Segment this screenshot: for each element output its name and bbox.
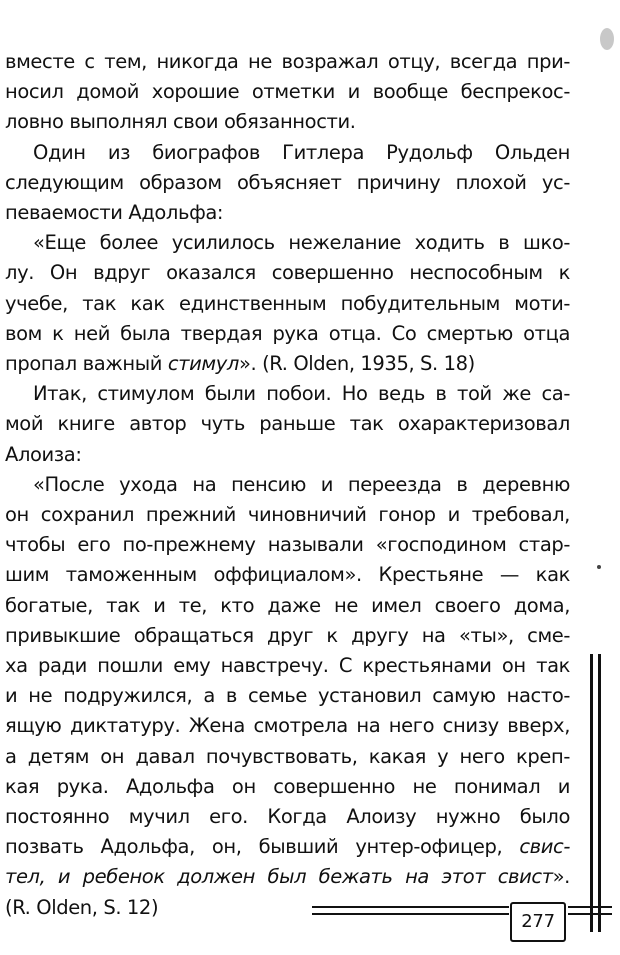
decorative-vertical-rule (590, 654, 593, 932)
text-line (5, 198, 570, 228)
text-segment: вместе с тем, никогда не возражал отцу, всегда при- (5, 50, 570, 73)
decorative-vertical-rule (598, 654, 601, 932)
text-line (5, 681, 570, 711)
text-line (5, 77, 570, 107)
text-line (5, 742, 570, 772)
text-line (5, 470, 570, 500)
text-segment: следующим образом объясняет причину плохой ус- (5, 170, 570, 194)
text-line (5, 107, 570, 137)
text-line (5, 319, 570, 349)
text-line (5, 621, 570, 651)
scan-speck (597, 565, 601, 569)
text-segment: шим таможенным оффициалом». Крестьяне — как (5, 563, 570, 587)
decorative-horizontal-rule (568, 913, 612, 915)
text-line (5, 772, 570, 802)
text-segment: «После ухода на пенсию и переезда в деревню (33, 472, 570, 496)
text-segment: постоянно мучил его. Когда Алоизу нужно было (5, 805, 570, 829)
text-segment: Итак, стимулом были побои. Но ведь в той же са- (33, 382, 570, 406)
text-segment: позвать Адольфа, он, бывший унтер-офицер, (5, 835, 503, 859)
text-segment: (R. Olden, S. 12) (5, 895, 159, 919)
text-segment: чтобы его по-прежнему называли «господином стар- (5, 533, 570, 557)
text-segment: мой книге автор чуть раньше так охарактеризовал (5, 412, 570, 436)
italic-text-segment: стимул (167, 352, 239, 376)
text-line (5, 711, 570, 741)
text-segment: кая рука. Адольфа он совершенно не понимал и (5, 774, 570, 798)
text-segment: учебе, так как единственным побудительным моти- (5, 291, 570, 315)
text-segment: Один из биографов Гитлера Рудольф Ольден (33, 140, 570, 164)
text-line (5, 138, 570, 168)
text-line (5, 168, 570, 198)
text-line (5, 591, 570, 621)
scan-smudge (600, 28, 614, 50)
text-segment: ловно выполнял свои обязанности. (5, 110, 356, 134)
text-line (5, 289, 570, 319)
text-line (5, 530, 570, 560)
text-segment: привыкшие обращаться друг к другу на «ты», сме- (5, 623, 570, 647)
decorative-horizontal-rule (312, 913, 509, 915)
text-line (5, 409, 570, 439)
text-line (5, 802, 570, 832)
text-segment: ящую диктатуру. Жена смотрела на него снизу вверх, (5, 714, 570, 738)
text-line (5, 862, 570, 892)
text-segment: Алоиза: (5, 442, 82, 466)
text-line (5, 500, 570, 530)
text-segment: певаемости Адольфа: (5, 201, 224, 225)
text-segment: и не подружился, а в семье установил самую насто- (5, 684, 570, 708)
text-segment: носил домой хорошие отметки и вообще беспрекос- (5, 80, 570, 104)
text-line (5, 47, 570, 77)
text-segment: лу. Он вдруг оказался совершенно неспособным к (5, 261, 570, 285)
text-line (5, 651, 570, 681)
text-line (5, 228, 570, 258)
page-number: 277 (510, 902, 566, 942)
text-line (5, 440, 570, 470)
text-segment: ха ради пошли ему навстречу. С крестьянами он так (5, 654, 570, 678)
text-segment: ». (R. Olden, 1935, S. 18) (238, 352, 475, 376)
text-line (5, 349, 570, 379)
text-line (5, 258, 570, 288)
italic-text-segment: тел, и ребенок должен был бежать на этот свист (5, 865, 553, 889)
text-line (5, 560, 570, 590)
text-segment: богатые, так и те, кто даже не имел своего дома, (5, 593, 570, 617)
decorative-horizontal-rule (312, 906, 509, 908)
text-line (5, 379, 570, 409)
text-line (5, 832, 570, 862)
italic-text-segment: свис- (519, 835, 570, 859)
text-segment: пропал важный (5, 352, 163, 376)
text-segment: а детям он давал почувствовать, какая у него креп- (5, 744, 570, 768)
text-segment: он сохранил прежний чиновничий гонор и требовал, (5, 503, 570, 527)
decorative-horizontal-rule (568, 906, 612, 908)
text-segment: ». (552, 865, 570, 889)
text-segment: вом к ней была твердая рука отца. Со смертью отца (5, 321, 570, 345)
text-segment: «Еще более усилилось нежелание ходить в шко- (33, 231, 570, 255)
body-text (5, 47, 570, 923)
